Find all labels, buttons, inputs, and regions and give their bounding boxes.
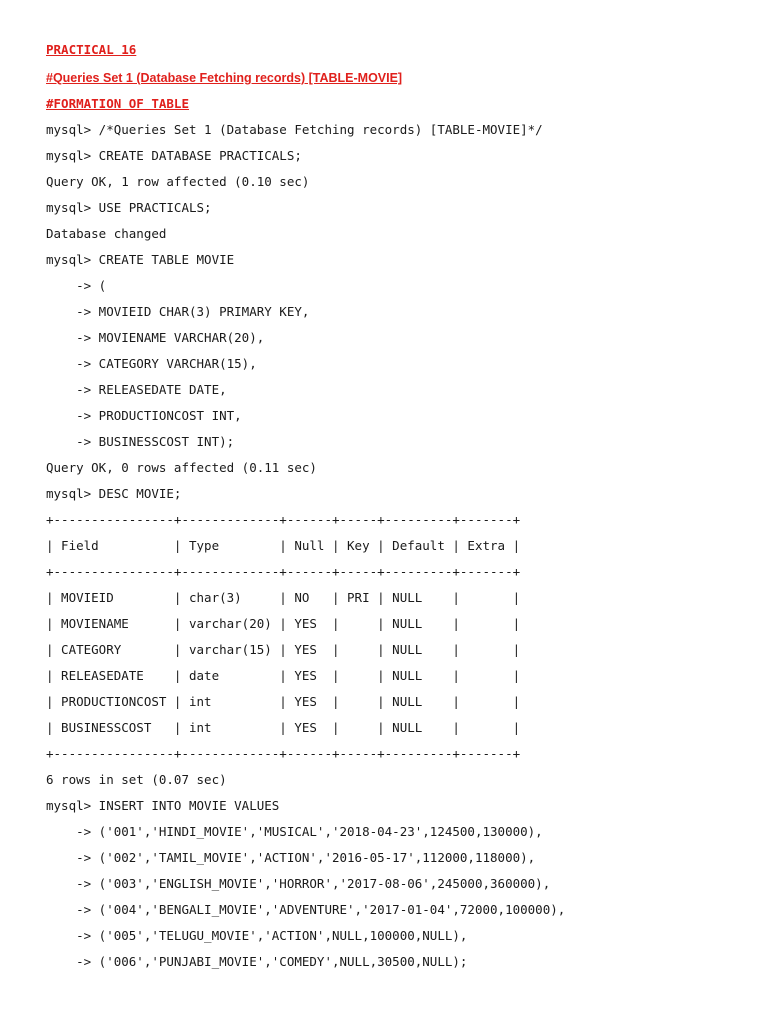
table-border-line: +----------------+-------------+------+-----+---------+-------+	[46, 512, 521, 527]
code-line: Database changed	[46, 226, 167, 241]
code-line: -> ('003','ENGLISH_MOVIE','HORROR','2017-08-06',245000,360000),	[46, 876, 551, 891]
code-line: mysql> CREATE TABLE MOVIE	[46, 252, 235, 267]
code-line: -> ('005','TELUGU_MOVIE','ACTION',NULL,100000,NULL),	[46, 928, 468, 943]
code-line: -> BUSINESSCOST INT);	[46, 434, 235, 449]
code-line: mysql> USE PRACTICALS;	[46, 200, 212, 215]
table-header-row: | Field | Type | Null | Key | Default | Extra |	[46, 538, 521, 553]
code-line: -> ('001','HINDI_MOVIE','MUSICAL','2018-04-23',124500,130000),	[46, 824, 543, 839]
code-line: -> ('004','BENGALI_MOVIE','ADVENTURE','2017-01-04',72000,100000),	[46, 902, 566, 917]
table-border-line: +----------------+-------------+------+-----+---------+-------+	[46, 564, 521, 579]
code-line: 6 rows in set (0.07 sec)	[46, 772, 227, 787]
table-row: | RELEASEDATE | date | YES | | NULL | |	[46, 668, 521, 683]
code-line: -> PRODUCTIONCOST INT,	[46, 408, 242, 423]
code-line: -> MOVIENAME VARCHAR(20),	[46, 330, 265, 345]
table-row: | BUSINESSCOST | int | YES | | NULL | |	[46, 720, 521, 735]
queries-set-title: #Queries Set 1 (Database Fetching records) [TABLE-MOVIE]	[46, 71, 403, 85]
code-line: -> ('006','PUNJABI_MOVIE','COMEDY',NULL,30500,NULL);	[46, 954, 468, 969]
code-line: -> (	[46, 278, 107, 293]
code-line: Query OK, 1 row affected (0.10 sec)	[46, 174, 310, 189]
code-line: mysql> /*Queries Set 1 (Database Fetching records) [TABLE-MOVIE]*/	[46, 122, 543, 137]
table-row: | MOVIENAME | varchar(20) | YES | | NULL | |	[46, 616, 521, 631]
table-row: | CATEGORY | varchar(15) | YES | | NULL | |	[46, 642, 521, 657]
table-row: | PRODUCTIONCOST | int | YES | | NULL | |	[46, 694, 521, 709]
formation-of-table-heading: #FORMATION OF TABLE	[46, 96, 189, 111]
code-line: -> CATEGORY VARCHAR(15),	[46, 356, 257, 371]
code-line: mysql> INSERT INTO MOVIE VALUES	[46, 798, 280, 813]
practical-title: PRACTICAL 16	[46, 42, 137, 57]
code-line: Query OK, 0 rows affected (0.11 sec)	[46, 460, 317, 475]
code-line: -> ('002','TAMIL_MOVIE','ACTION','2016-05-17',112000,118000),	[46, 850, 536, 865]
table-border-line: +----------------+-------------+------+-----+---------+-------+	[46, 746, 521, 761]
code-line: mysql> CREATE DATABASE PRACTICALS;	[46, 148, 302, 163]
table-row: | MOVIEID | char(3) | NO | PRI | NULL | |	[46, 590, 521, 605]
code-line: -> MOVIEID CHAR(3) PRIMARY KEY,	[46, 304, 310, 319]
code-line: mysql> DESC MOVIE;	[46, 486, 182, 501]
code-line: -> RELEASEDATE DATE,	[46, 382, 227, 397]
